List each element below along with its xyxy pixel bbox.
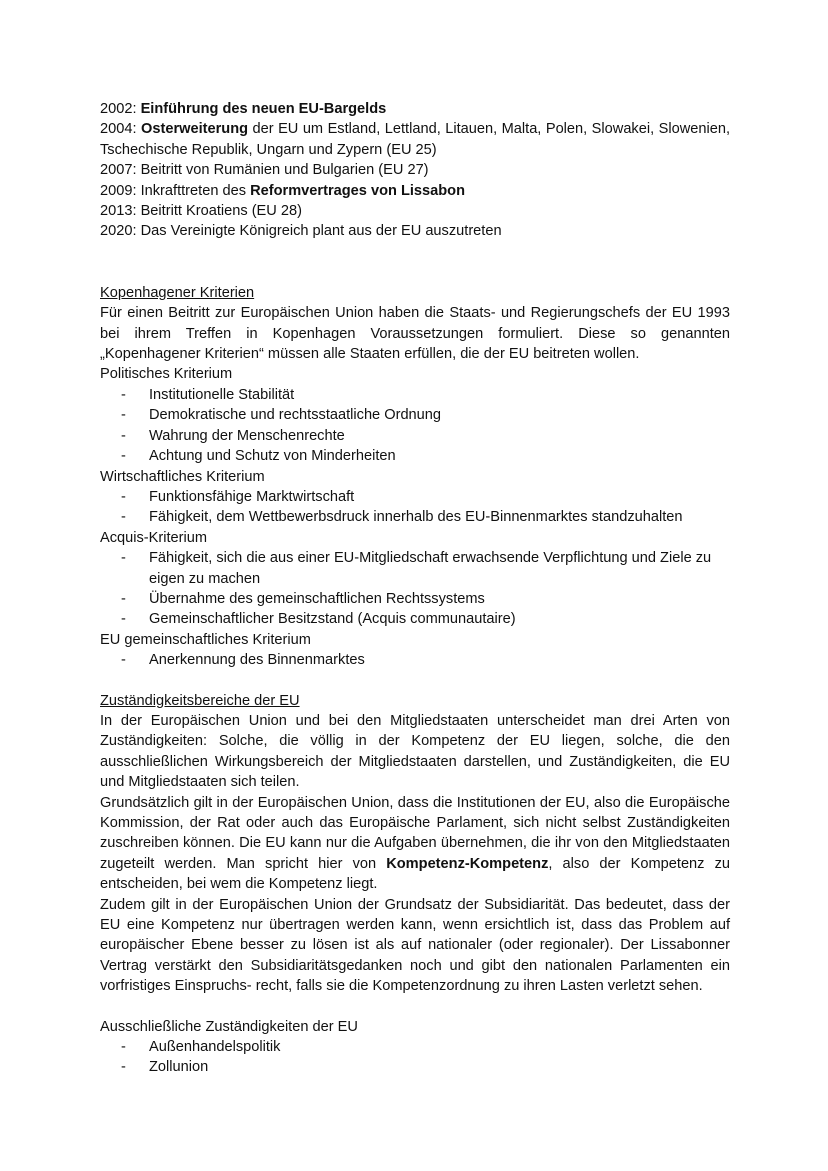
competences-paragraph-2: Grundsätzlich gilt in der Europäischen Union, dass die Institutionen der EU, also die Europäische Kommission, der Rat oder auch das Europäische Parlament, sich nicht selbst Zuständigkeiten zuschreiben können. Die EU kann nur die Aufgaben übernehmen, die ihr von den Mitgliedstaaten zugeteilt werden. Man spricht hier von Kompetenz-Kompetenz, also der Kompetenz zu entscheiden, bei wem die Kompetenz liegt.: [100, 794, 730, 893]
timeline-entry: 2013: Beitritt Kroatiens (EU 28): [100, 203, 302, 220]
timeline-entry: 2020: Das Vereinigte Königreich plant aus der EU auszutreten: [100, 223, 502, 240]
competences-paragraph-1: In der Europäischen Union und bei den Mitgliedstaaten unterscheidet man drei Arten von Zuständigkeiten: Solche, die völlig in der Kompetenz der EU liegen, solche, die den ausschließlichen Wirkungsbereich der Mitgliedstaaten darstellen, und Zuständigkeiten, die EU und Mitgliedstaaten sich teilen.: [100, 712, 730, 791]
kopenhagen-intro: Für einen Beitritt zur Europäischen Union haben die Staats- und Regierungschefs der EU 1993 bei ihrem Treffen in Kopenhagen Voraussetzungen formuliert. Diese so genannten „Kopenhagener Kriterien“ müssen alle Staaten erfüllen, die der EU beitreten wollen.: [100, 305, 730, 363]
timeline: [100, 99, 730, 242]
list-item: - Zollunion: [121, 1059, 209, 1076]
list-item: - Gemeinschaftlicher Besitzstand (Acquis communautaire): [121, 611, 516, 628]
criterion-list-community: [100, 650, 730, 670]
list-item: - Institutionelle Stabilität: [121, 386, 295, 403]
exclusive-competences-list: [100, 1037, 730, 1078]
criterion-list-economic: [100, 487, 730, 528]
criterion-title-acquis: Acquis-Kriterium: [100, 529, 208, 546]
list-item: - Demokratische und rechtsstaatliche Ordnung: [121, 407, 442, 424]
list-item: - Achtung und Schutz von Minderheiten: [121, 448, 396, 465]
list-item: - Anerkennung des Binnenmarktes: [121, 652, 365, 669]
list-item: - Außenhandelspolitik: [121, 1039, 281, 1056]
list-item: - Fähigkeit, sich die aus einer EU-Mitgliedschaft erwachsende Verpflichtung und Ziele zu eigen zu machen: [121, 550, 712, 587]
criterion-title-community: EU gemeinschaftliches Kriterium: [100, 631, 311, 648]
list-item: - Wahrung der Menschenrechte: [121, 427, 345, 444]
document-page: [100, 99, 730, 1078]
competences-paragraph-3: Zudem gilt in der Europäischen Union der Grundsatz der Subsidiarität. Das bedeutet, dass der EU eine Kompetenz nur übertragen werden kann, wenn ersichtlich ist, dass das Problem auf europäischer Ebene besser zu lösen ist als auf nationaler (oder regionaler). Der Lissabonner Vertrag verstärkt den Subsidiaritätsgedanken noch und gibt den nationalen Parlamenten ein vorfristiges Einspruchs- recht, falls sie die Kompetenzordnung zu ihren Lasten verletzt sehen.: [100, 896, 730, 995]
list-item: - Übernahme des gemeinschaftlichen Rechtssystems: [121, 590, 485, 607]
criterion-list-acquis: [100, 548, 730, 630]
criterion-title-political: Politisches Kriterium: [100, 366, 233, 383]
list-item: - Funktionsfähige Marktwirtschaft: [121, 488, 355, 505]
timeline-entry: 2002: Einführung des neuen EU-Bargelds: [100, 101, 387, 117]
section-heading-competences: Zuständigkeitsbereiche der EU: [100, 692, 300, 709]
exclusive-competences-title: Ausschließliche Zuständigkeiten der EU: [100, 1018, 358, 1035]
timeline-entry: 2009: Inkrafttreten des Reformvertrages von Lissabon: [100, 182, 466, 199]
criterion-list-political: [100, 385, 730, 467]
criterion-title-economic: Wirtschaftliches Kriterium: [100, 468, 265, 485]
list-item: - Fähigkeit, dem Wettbewerbsdruck innerhalb des EU-Binnenmarktes standzuhalten: [121, 509, 683, 526]
timeline-entry: 2007: Beitritt von Rumänien und Bulgarien (EU 27): [100, 162, 429, 179]
timeline-entry: 2004: Osterweiterung der EU um Estland, Lettland, Litauen, Malta, Polen, Slowakei, Slowenien, Tschechische Republik, Ungarn und Zypern (EU 25): [100, 121, 731, 158]
section-heading-kopenhagen: Kopenhagener Kriterien: [100, 284, 255, 301]
